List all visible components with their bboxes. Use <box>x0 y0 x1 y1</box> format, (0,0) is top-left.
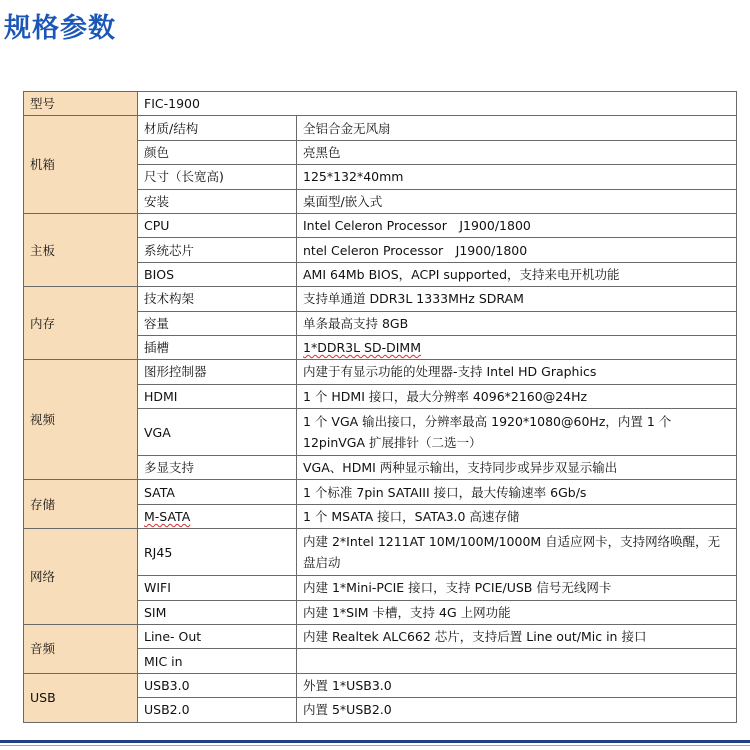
spec-label: HDMI <box>138 384 297 408</box>
spec-label: M-SATA <box>138 504 297 528</box>
table-row <box>24 480 737 504</box>
spec-value: 1 个标准 7pin SATAIII 接口，最大传输速率 6Gb/s <box>297 480 737 504</box>
spec-label: VGA <box>138 409 297 456</box>
spec-value: AMI 64Mb BIOS，ACPI supported，支持来电开机功能 <box>297 262 737 286</box>
table-row <box>24 116 737 140</box>
category-storage: 存储 <box>24 480 138 529</box>
spec-value: 内建 1*SIM 卡槽，支持 4G 上网功能 <box>297 600 737 624</box>
footer-divider <box>0 740 750 743</box>
spec-label: 插槽 <box>138 335 297 359</box>
spec-value: 125*132*40mm <box>297 165 737 189</box>
category-network: 网络 <box>24 529 138 625</box>
table-row <box>24 92 737 116</box>
spec-value: 单条最高支持 8GB <box>297 311 737 335</box>
spec-value: ntel Celeron Processor J1900/1800 <box>297 238 737 262</box>
spec-label: 容量 <box>138 311 297 335</box>
table-row <box>24 287 737 311</box>
spec-value: 内建 2*Intel 1211AT 10M/100M/1000M 自适应网卡，支持网络唤醒，无盘启动 <box>297 529 737 576</box>
spec-label: SATA <box>138 480 297 504</box>
spec-value: 外置 1*USB3.0 <box>297 673 737 697</box>
spec-label: 颜色 <box>138 140 297 164</box>
spec-label: USB2.0 <box>138 698 297 722</box>
category-video: 视频 <box>24 360 138 480</box>
footer-divider-thin <box>0 745 750 746</box>
spec-label: CPU <box>138 213 297 237</box>
spec-value: 桌面型/嵌入式 <box>297 189 737 213</box>
spec-label: 安装 <box>138 189 297 213</box>
spec-value: 全铝合金无风扇 <box>297 116 737 140</box>
spec-value: 内建 Realtek ALC662 芯片，支持后置 Line out/Mic in 接口 <box>297 625 737 649</box>
spec-value: 1 个 VGA 输出接口，分辨率最高 1920*1080@60Hz，内置 1 个 12pinVGA 扩展排针（二选一） <box>297 409 737 456</box>
spec-label: 技术构架 <box>138 287 297 311</box>
category-chassis: 机箱 <box>24 116 138 214</box>
spec-label: MIC in <box>138 649 297 673</box>
spec-value: 1 个 MSATA 接口，SATA3.0 高速存储 <box>297 504 737 528</box>
spec-value: Intel Celeron Processor J1900/1800 <box>297 213 737 237</box>
spec-label: WIFI <box>138 576 297 600</box>
spec-label: Line- Out <box>138 625 297 649</box>
spec-label: 图形控制器 <box>138 360 297 384</box>
category-audio: 音频 <box>24 625 138 674</box>
table-row <box>24 673 737 697</box>
spec-value <box>297 649 737 673</box>
spec-label: 尺寸（长宽高) <box>138 165 297 189</box>
page-title: 规格参数 <box>4 13 116 44</box>
table-row <box>24 529 737 576</box>
spec-label: USB3.0 <box>138 673 297 697</box>
spec-label: BIOS <box>138 262 297 286</box>
category-board: 主板 <box>24 213 138 286</box>
table-row <box>24 360 737 384</box>
spec-value: 内置 5*USB2.0 <box>297 698 737 722</box>
spec-label: 多显支持 <box>138 456 297 480</box>
spec-label: SIM <box>138 600 297 624</box>
spec-value: VGA、HDMI 两种显示输出，支持同步或异步双显示输出 <box>297 456 737 480</box>
spec-label: 系统芯片 <box>138 238 297 262</box>
category-usb: USB <box>24 673 138 722</box>
spec-value: 内建于有显示功能的处理器-支持 Intel HD Graphics <box>297 360 737 384</box>
spec-value: 支持单通道 DDR3L 1333MHz SDRAM <box>297 287 737 311</box>
spec-value: 1 个 HDMI 接口，最大分辨率 4096*2160@24Hz <box>297 384 737 408</box>
model-value: FIC-1900 <box>138 92 737 116</box>
spec-value: 内建 1*Mini-PCIE 接口，支持 PCIE/USB 信号无线网卡 <box>297 576 737 600</box>
spec-table <box>23 91 737 723</box>
table-row <box>24 213 737 237</box>
row-label-model: 型号 <box>24 92 138 116</box>
spec-label: 材质/结构 <box>138 116 297 140</box>
table-row <box>24 625 737 649</box>
spec-value: 1*DDR3L SD-DIMM <box>297 335 737 359</box>
spec-value: 亮黑色 <box>297 140 737 164</box>
spec-label: RJ45 <box>138 529 297 576</box>
category-memory: 内存 <box>24 287 138 360</box>
